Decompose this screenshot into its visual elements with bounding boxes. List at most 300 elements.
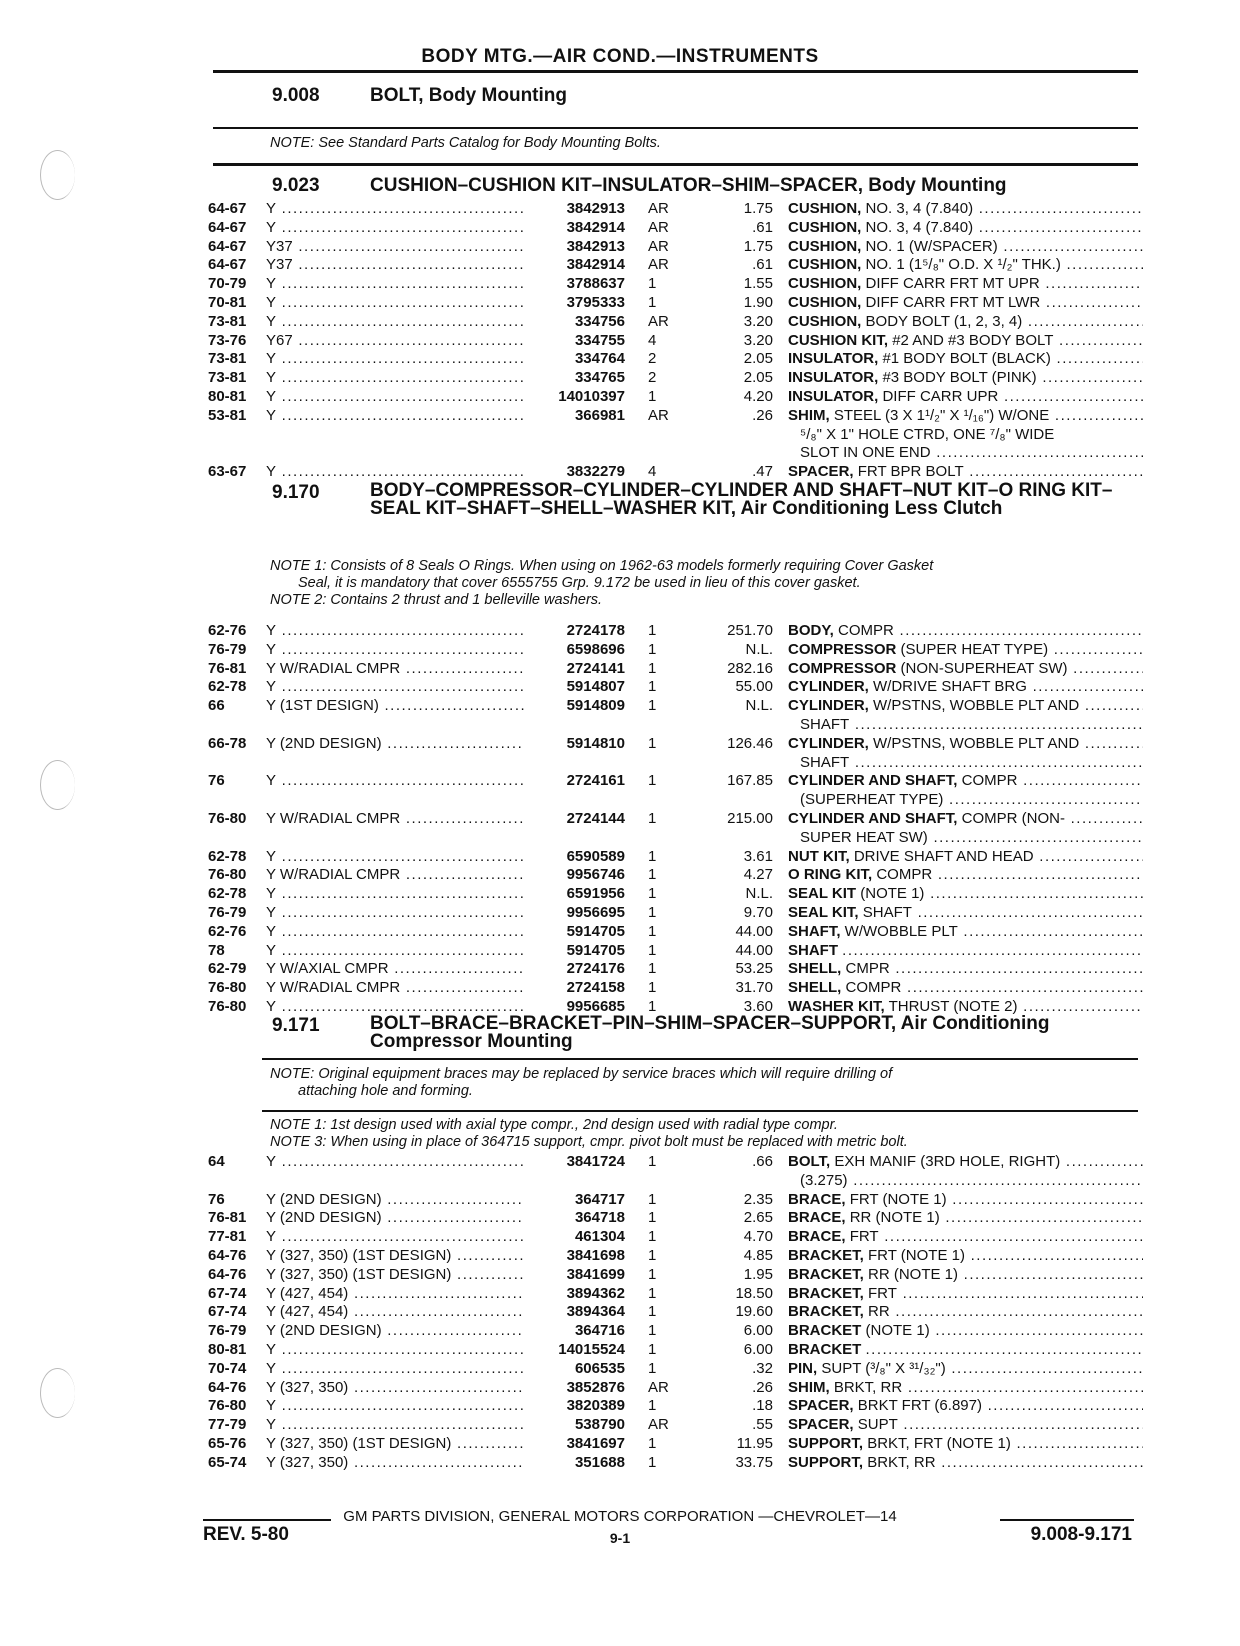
table-row — [208, 388, 1143, 407]
part-number: 3820389 — [566, 1397, 625, 1415]
quantity: AR — [648, 1416, 669, 1434]
description — [788, 463, 1143, 481]
description — [788, 238, 1143, 256]
part-name: COMPRESSOR — [788, 640, 897, 658]
part-detail: THRUST (NOTE 2) — [888, 997, 1018, 1015]
quantity: 1 — [648, 678, 657, 696]
application: Y ..... — [266, 1153, 524, 1171]
quantity: 1 — [648, 809, 657, 827]
part-name: BRACKET, — [788, 1265, 864, 1283]
application: Y (2ND DESIGN) ..... — [266, 735, 524, 753]
application: Y ..... — [266, 622, 524, 640]
description-continuation: SHAFT ..... — [800, 754, 1143, 772]
price: .18 — [752, 1397, 773, 1415]
price: 4.20 — [743, 387, 773, 405]
table-row — [208, 1191, 1143, 1210]
application: Y ..... — [266, 1416, 524, 1434]
model-years: 80-81 — [208, 387, 247, 405]
part-name: CYLINDER, — [788, 678, 869, 696]
part-number: 9956695 — [566, 903, 625, 921]
description — [788, 1228, 1143, 1246]
table-row-continuation — [208, 829, 1143, 848]
application: Y (2ND DESIGN) ..... — [266, 1191, 524, 1209]
price: .61 — [752, 256, 773, 274]
table-row — [208, 923, 1143, 942]
quantity: 1 — [648, 1340, 657, 1358]
part-detail: BRKT, RR — [833, 1378, 903, 1396]
part-name: SUPPORT, — [788, 1434, 864, 1452]
quantity: 2 — [648, 350, 657, 368]
price: 3.20 — [743, 331, 773, 349]
part-number: 5914705 — [566, 941, 625, 959]
description — [788, 350, 1143, 368]
price: 4.85 — [743, 1246, 773, 1264]
price: 2.05 — [743, 350, 773, 368]
quantity: 1 — [648, 1303, 657, 1321]
section-number: 9.170 — [272, 482, 320, 503]
application: Y ..... — [266, 313, 524, 331]
quantity: 1 — [648, 1434, 657, 1452]
part-detail: #3 BODY BOLT (PINK) — [882, 369, 1037, 387]
part-number: 9956746 — [566, 866, 625, 884]
section-rule — [262, 1110, 1138, 1112]
section-number: 9.171 — [272, 1015, 320, 1036]
quantity: 1 — [648, 1228, 657, 1246]
part-name: BOLT, — [788, 1153, 831, 1170]
quantity: 2 — [648, 369, 657, 387]
model-years: 76-79 — [208, 640, 247, 658]
part-name: BRACE, — [788, 1228, 846, 1246]
description — [788, 1191, 1143, 1209]
description — [788, 1360, 1143, 1378]
footer-division-text: GM PARTS DIVISION, GENERAL MOTORS CORPORATION —CHEVROLET—14 — [343, 1508, 897, 1525]
table-row — [208, 275, 1143, 294]
application: Y ..... — [266, 200, 524, 218]
part-name: CUSHION, — [788, 237, 862, 255]
part-name: BRACKET — [788, 1322, 862, 1340]
model-years: 76 — [208, 772, 225, 790]
section-9171-heading — [272, 1013, 1050, 1052]
application: Y ..... — [266, 350, 524, 368]
description — [788, 1266, 1143, 1284]
quantity: AR — [648, 312, 669, 330]
price: 1.75 — [743, 200, 773, 217]
part-name: INSULATOR, — [788, 387, 879, 405]
table-row — [208, 979, 1143, 998]
model-years: 67-74 — [208, 1284, 247, 1302]
table-row — [208, 1285, 1143, 1304]
table-row — [208, 735, 1143, 754]
application: Y W/RADIAL CMPR ..... — [266, 660, 524, 678]
part-detail: W/DRIVE SHAFT BRG — [873, 678, 1027, 696]
price: 33.75 — [735, 1453, 773, 1471]
quantity: 1 — [648, 640, 657, 658]
price: 6.00 — [743, 1340, 773, 1358]
part-number: 3841698 — [566, 1246, 625, 1264]
table-row-continuation — [208, 1172, 1143, 1191]
part-name: CUSHION, — [788, 200, 862, 217]
punch-hole-bottom — [40, 1368, 75, 1418]
application: Y (327, 350) (1ST DESIGN) ..... — [266, 1435, 524, 1453]
section-note: NOTE: See Standard Parts Catalog for Body Mounting Bolts. — [270, 135, 661, 151]
part-number: 334764 — [574, 350, 625, 368]
price: .26 — [752, 1378, 773, 1396]
application: Y ..... — [266, 998, 524, 1016]
description-continuation: (3.275) ..... — [800, 1172, 1143, 1190]
quantity: 1 — [648, 772, 657, 790]
model-years: 70-81 — [208, 293, 247, 311]
table-row — [208, 1416, 1143, 1435]
description — [788, 923, 1143, 941]
part-number: 538790 — [574, 1416, 625, 1434]
description — [788, 1209, 1143, 1227]
price: N.L. — [745, 697, 773, 715]
description — [788, 1285, 1143, 1303]
part-name: O RING KIT, — [788, 866, 873, 884]
description — [788, 369, 1143, 387]
model-years: 67-74 — [208, 1303, 247, 1321]
part-detail: EXH MANIF (3RD HOLE, RIGHT) — [834, 1153, 1061, 1170]
table-row — [208, 1360, 1143, 1379]
description — [788, 407, 1143, 425]
description — [788, 294, 1143, 312]
table-row — [208, 256, 1143, 275]
part-number: 6598696 — [566, 640, 625, 658]
table-row — [208, 1228, 1143, 1247]
part-detail: COMPR — [961, 772, 1018, 790]
part-detail: COMPR (NON- — [961, 809, 1065, 827]
application: Y ..... — [266, 219, 524, 237]
part-name: CYLINDER AND SHAFT, — [788, 809, 958, 827]
page-header: BODY MTG.—AIR COND.—INSTRUMENTS — [421, 46, 819, 67]
part-number: 3841724 — [566, 1153, 625, 1170]
quantity: 1 — [648, 1209, 657, 1227]
part-detail: NO. 1 (W/SPACER) — [865, 237, 998, 255]
application: Y67 ..... — [266, 332, 524, 350]
description — [788, 848, 1143, 866]
part-detail: BRKT, FRT (NOTE 1) — [867, 1434, 1011, 1452]
part-detail: SUPT — [857, 1416, 898, 1434]
price: 1.95 — [743, 1265, 773, 1283]
model-years: 66-78 — [208, 734, 247, 752]
header-rule — [213, 70, 1138, 73]
page-number: 9-1 — [609, 1530, 631, 1546]
description — [788, 332, 1143, 350]
part-name: CUSHION, — [788, 312, 862, 330]
quantity: 1 — [648, 659, 657, 677]
table-row — [208, 1153, 1143, 1172]
quantity: 1 — [648, 997, 657, 1015]
part-detail: #2 AND #3 BODY BOLT — [892, 331, 1054, 349]
note-3: NOTE 3: When using in place of 364715 support, cmpr. pivot bolt must be replaced with metric bolt. — [270, 1134, 908, 1150]
model-years: 70-74 — [208, 1359, 247, 1377]
price: 1.55 — [743, 275, 773, 293]
section-9170-heading — [272, 480, 1113, 519]
part-number: 2724141 — [566, 659, 625, 677]
part-name: CUSHION KIT, — [788, 331, 889, 349]
application: Y W/RADIAL CMPR ..... — [266, 810, 524, 828]
quantity: 1 — [648, 734, 657, 752]
model-years: 76-80 — [208, 997, 247, 1015]
part-name: SHIM, — [788, 406, 830, 424]
table-row — [208, 313, 1143, 332]
part-name: CYLINDER AND SHAFT, — [788, 772, 958, 790]
quantity: 1 — [648, 866, 657, 884]
part-number: 366981 — [574, 406, 625, 424]
part-number: 5914810 — [566, 734, 625, 752]
price: 167.85 — [727, 772, 773, 790]
punch-hole-middle — [40, 760, 75, 810]
part-number: 6590589 — [566, 847, 625, 865]
table-row — [208, 1303, 1143, 1322]
part-number: 14015524 — [558, 1340, 625, 1358]
application: Y (2ND DESIGN) ..... — [266, 1322, 524, 1340]
description — [788, 1435, 1143, 1453]
description — [788, 622, 1143, 640]
part-name: CUSHION, — [788, 256, 862, 274]
section-title: BOLT, Body Mounting — [370, 85, 567, 106]
model-years: 62-78 — [208, 847, 247, 865]
part-detail: BRKT, RR — [867, 1453, 936, 1471]
table-row-continuation — [208, 716, 1143, 735]
table-row — [208, 1266, 1143, 1285]
price: 11.95 — [736, 1434, 773, 1452]
section-number: 9.008 — [272, 85, 320, 106]
part-name: CUSHION, — [788, 275, 862, 293]
note-1: NOTE 1: Consists of 8 Seals O Rings. When using on 1962-63 models formerly requiring Cover Gasket — [270, 558, 934, 574]
part-name: CYLINDER, — [788, 734, 869, 752]
part-number: 3795333 — [566, 293, 625, 311]
description — [788, 697, 1143, 715]
section-title: BODY–COMPRESSOR–CYLINDER–CYLINDER AND SHAFT–NUT KIT–O RING KIT–SEAL KIT–SHAFT–SHELL–WASHER KIT, Air Conditioning Less Clutch — [370, 480, 1113, 519]
price: 53.25 — [735, 960, 773, 978]
part-name: BRACKET — [788, 1340, 862, 1358]
model-years: 76-80 — [208, 809, 247, 827]
part-name: COMPRESSOR — [788, 659, 897, 677]
part-detail: DIFF CARR FRT MT UPR — [865, 275, 1040, 293]
description — [788, 866, 1143, 884]
description-continuation: SUPER HEAT SW) ..... — [800, 829, 1143, 847]
note-1: NOTE 1: 1st design used with axial type compr., 2nd design used with radial type compr. — [270, 1117, 838, 1133]
part-name: SPACER, — [788, 1397, 854, 1415]
part-detail: FRT (NOTE 1) — [868, 1246, 965, 1264]
quantity: AR — [648, 406, 669, 424]
price: .61 — [752, 218, 773, 236]
part-number: 3842914 — [566, 256, 625, 274]
application: Y (327, 350) ..... — [266, 1454, 524, 1472]
part-number: 364716 — [574, 1322, 625, 1340]
part-number: 461304 — [574, 1228, 625, 1246]
table-row — [208, 904, 1143, 923]
part-number: 3894362 — [566, 1284, 625, 1302]
part-detail: #1 BODY BOLT (BLACK) — [882, 350, 1051, 368]
table-row — [208, 1454, 1143, 1473]
quantity: 1 — [648, 387, 657, 405]
price: 55.00 — [735, 678, 773, 696]
part-detail: FRT — [868, 1284, 897, 1302]
table-row — [208, 660, 1143, 679]
description — [788, 904, 1143, 922]
quantity: 1 — [648, 885, 657, 903]
part-number: 5914705 — [566, 922, 625, 940]
price: 6.00 — [743, 1322, 773, 1340]
table-row-continuation — [208, 426, 1143, 445]
part-number: 364717 — [574, 1190, 625, 1208]
application: Y ..... — [266, 388, 524, 406]
table-row — [208, 200, 1143, 219]
application: Y (327, 350) (1ST DESIGN) ..... — [266, 1247, 524, 1265]
model-years: 73-81 — [208, 312, 247, 330]
model-years: 64-76 — [208, 1246, 247, 1264]
application: Y ..... — [266, 772, 524, 790]
table-row — [208, 810, 1143, 829]
model-years: 64-67 — [208, 237, 247, 255]
part-detail: DIFF CARR FRT MT LWR — [865, 293, 1041, 311]
application: Y ..... — [266, 1228, 524, 1246]
application: Y ..... — [266, 848, 524, 866]
model-years: 64-76 — [208, 1378, 247, 1396]
note-braces: NOTE: Original equipment braces may be replaced by service braces which will require drilling of — [270, 1066, 893, 1082]
model-years: 64-67 — [208, 200, 247, 217]
table-row — [208, 332, 1143, 351]
application: Y (2ND DESIGN) ..... — [266, 1209, 524, 1227]
quantity: 1 — [648, 1265, 657, 1283]
price: 3.61 — [743, 847, 773, 865]
model-years: 63-67 — [208, 463, 247, 481]
section-title: BOLT–BRACE–BRACKET–PIN–SHIM–SPACER–SUPPORT, Air Conditioning Compressor Mounting — [370, 1013, 1050, 1052]
quantity: AR — [648, 1378, 669, 1396]
price: 2.65 — [743, 1209, 773, 1227]
table-row-continuation — [208, 444, 1143, 463]
section-notes — [270, 558, 1150, 609]
part-number: 3842913 — [566, 237, 625, 255]
part-detail: (NOTE 1) — [865, 1322, 930, 1340]
quantity: 1 — [648, 275, 657, 293]
price: 1.90 — [743, 293, 773, 311]
model-years: 66 — [208, 697, 225, 715]
description — [788, 219, 1143, 237]
table-row — [208, 697, 1143, 716]
description — [788, 678, 1143, 696]
model-years: 76 — [208, 1190, 225, 1208]
part-detail: BODY BOLT (1, 2, 3, 4) — [865, 312, 1023, 330]
section-title: CUSHION–CUSHION KIT–INSULATOR–SHIM–SPACER, Body Mounting — [370, 175, 1007, 196]
description — [788, 1322, 1143, 1340]
quantity: 4 — [648, 331, 657, 349]
table-row — [208, 848, 1143, 867]
model-years: 76-80 — [208, 979, 247, 997]
table-row — [208, 1209, 1143, 1228]
part-detail: W/WOBBLE PLT — [844, 922, 958, 940]
quantity: 1 — [648, 1246, 657, 1264]
table-row — [208, 942, 1143, 961]
model-years: 80-81 — [208, 1340, 247, 1358]
part-detail: SHAFT — [862, 903, 912, 921]
description — [788, 772, 1143, 790]
quantity: 4 — [648, 463, 657, 481]
part-number: 3842914 — [566, 218, 625, 236]
part-number: 2724176 — [566, 960, 625, 978]
revision-label: REV. 5-80 — [203, 1524, 289, 1545]
part-number: 3832279 — [566, 463, 625, 481]
table-row — [208, 866, 1143, 885]
section-9008-heading — [272, 85, 567, 107]
application: Y ..... — [266, 904, 524, 922]
section-number: 9.023 — [272, 175, 320, 196]
section-note — [270, 1066, 1150, 1100]
price: 44.00 — [735, 922, 773, 940]
part-number: 6591956 — [566, 885, 625, 903]
quantity: 1 — [648, 979, 657, 997]
table-row — [208, 885, 1143, 904]
price: 44.00 — [735, 941, 773, 959]
table-row — [208, 1341, 1143, 1360]
price: 2.35 — [743, 1190, 773, 1208]
price: .47 — [752, 463, 773, 481]
price: 215.00 — [727, 809, 773, 827]
model-years: 65-74 — [208, 1453, 247, 1471]
parts-table-9023 — [208, 200, 1143, 482]
quantity: AR — [648, 237, 669, 255]
table-row — [208, 350, 1143, 369]
part-detail: COMPR — [838, 622, 894, 639]
quantity: 1 — [648, 697, 657, 715]
part-number: 351688 — [574, 1453, 625, 1471]
table-row — [208, 1397, 1143, 1416]
model-years: 77-79 — [208, 1416, 247, 1434]
description — [788, 660, 1143, 678]
part-detail: DRIVE SHAFT AND HEAD — [853, 847, 1034, 865]
application: Y (1ST DESIGN) ..... — [266, 697, 524, 715]
part-name: SHELL, — [788, 960, 842, 978]
model-years: 62-78 — [208, 678, 247, 696]
description — [788, 1454, 1143, 1472]
parts-table-9171 — [208, 1153, 1143, 1473]
description — [788, 1416, 1143, 1434]
part-name: SHAFT, — [788, 922, 841, 940]
model-years: 62-78 — [208, 885, 247, 903]
part-detail: STEEL (3 X 1¹/₂" X ¹/₁₆") W/ONE — [833, 406, 1050, 424]
model-years: 62-76 — [208, 622, 247, 639]
section-notes — [270, 1117, 1150, 1151]
quantity: 1 — [648, 1190, 657, 1208]
model-years: 73-81 — [208, 369, 247, 387]
price: 9.70 — [743, 903, 773, 921]
application: Y37 ..... — [266, 256, 524, 274]
description-continuation: ⁵/₈" X 1" HOLE CTRD, ONE ⁷/₈" WIDE — [800, 425, 1055, 443]
part-number: 14010397 — [558, 387, 625, 405]
part-number: 3842913 — [566, 200, 625, 217]
parts-table-9170 — [208, 622, 1143, 1017]
part-name: BRACKET, — [788, 1246, 864, 1264]
description — [788, 313, 1143, 331]
note-braces-continued: attaching hole and forming. — [298, 1083, 473, 1099]
application: Y ..... — [266, 1360, 524, 1378]
part-number: 5914809 — [566, 697, 625, 715]
model-years: 78 — [208, 941, 225, 959]
part-name: CUSHION, — [788, 218, 862, 236]
description — [788, 942, 1143, 960]
application: Y W/AXIAL CMPR ..... — [266, 960, 524, 978]
application: Y (327, 350) ..... — [266, 1379, 524, 1397]
price: .26 — [752, 406, 773, 424]
description — [788, 1247, 1143, 1265]
application: Y ..... — [266, 369, 524, 387]
part-name: SPACER, — [788, 1416, 854, 1434]
description — [788, 1341, 1143, 1359]
part-name: PIN, — [788, 1359, 818, 1377]
model-years: 62-76 — [208, 922, 247, 940]
